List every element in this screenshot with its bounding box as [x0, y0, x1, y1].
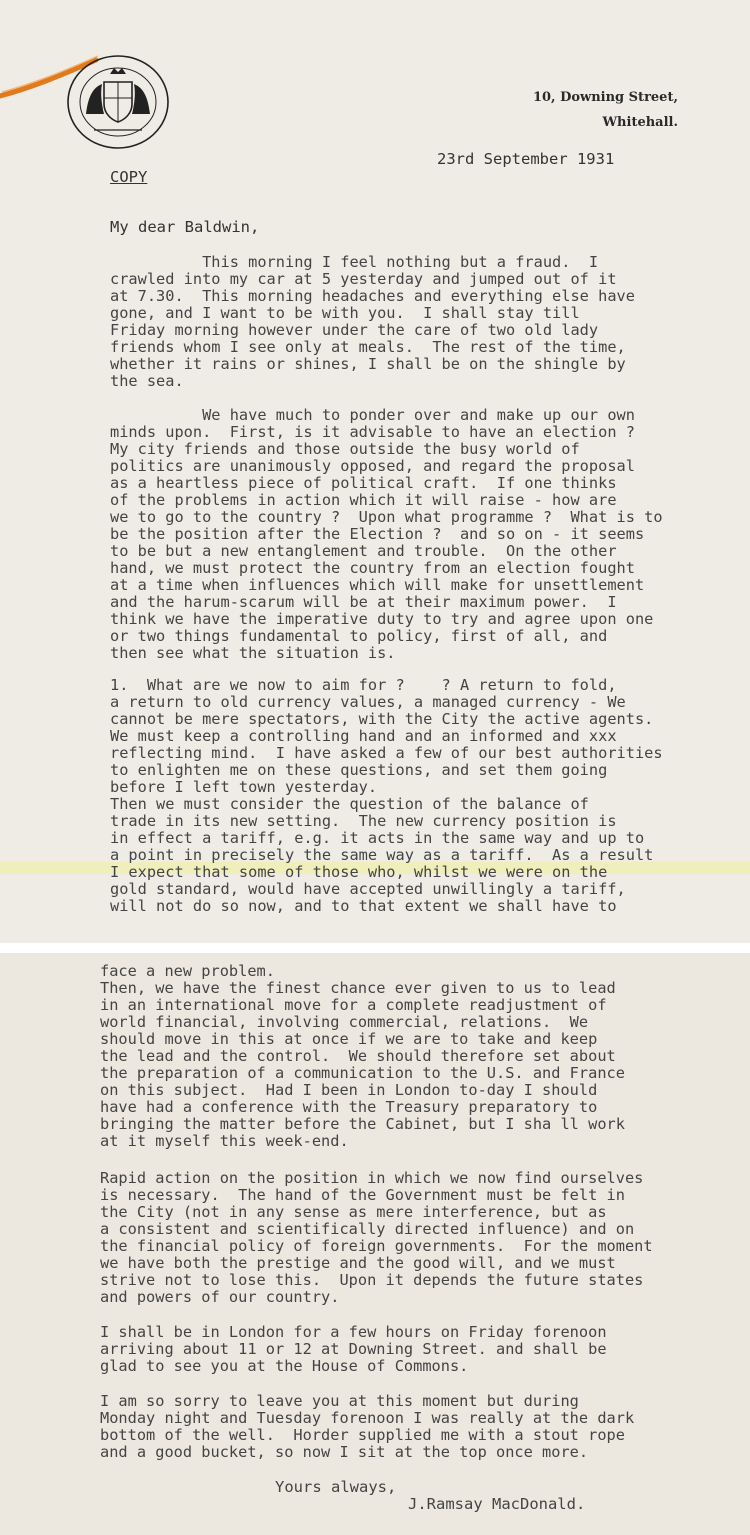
letterhead-address-line-1: 10, Downing Street, [532, 90, 678, 105]
paragraph-6: I shall be in London for a few hours on Friday forenoon arriving about 11 or 12 at Downing Street. and shall be glad to see you at the House of Commons. [100, 1323, 607, 1375]
letter-date: 23rd September 1931 [437, 150, 615, 168]
paragraph-7: I am so sorry to leave you at this moment but during Monday night and Tuesday forenoon I was really at the dark bottom of the well. Horder supplied me with a stout rope and a good bucket, so now I sit at the top once more. [100, 1392, 635, 1461]
paragraph-1: This morning I feel nothing but a fraud. I crawled into my car at 5 yesterday and jumped out of it at 7.30. This morning headaches and everything else have gone, and I want to be with you. I shall stay till Friday morning however under the care of two old lady friends whom I see only at meals. The rest of the time, whether it rains or shines, I shall be on the shingle by the sea. [110, 253, 635, 390]
paragraph-4: face a new problem. Then, we have the finest chance ever given to us to lead in an international move for a complete readjustment of world financial, involving commercial, relations. We should move in this at once if we are to take and keep the lead and the control. We should therefore set about the preparation of a communication to the U.S. and France on this subject. Had I been in London to-day I should have had a conference with the Treasury preparatory to bringing the matter before the Cabinet, but I sha ll work at it myself this week-end. [100, 962, 625, 1150]
salutation: My dear Baldwin, [110, 218, 260, 236]
signature: J.Ramsay MacDonald. [408, 1495, 586, 1513]
paragraph-5: Rapid action on the position in which we now find ourselves is necessary. The hand of the Government must be felt in the City (not in any sense as mere interference, but as a consistent and scientifically directed influence) and on the financial policy of foreign governments. For the moment we have both the prestige and the good will, and we must strive not to lose this. Upon it depends the future states and powers of our country. [100, 1169, 653, 1306]
copy-label: COPY [110, 168, 148, 186]
royal-coat-of-arms-seal [64, 52, 172, 152]
paragraph-2: We have much to ponder over and make up our own minds upon. First, is it advisable to have an election ? My city friends and those outside the busy world of politics are unanimously opposed, and regard the proposal as a heartless piece of political craft. If one thinks of the problems in action which it will raise - how are we to go to the country ? Upon what programme ? What is to be the position after the Election ? and so on - it seems to be but a new entanglement and trouble. On the other hand, we must protect the country from an election fought at a time when influences which will make for unsettlement and the harum-scarum will be at their maximum power. I think we have the imperative duty to try and agree upon one or two things fundamental to policy, first of all, and then see what the situation is. [110, 406, 663, 662]
closing: Yours always, [275, 1478, 397, 1496]
letterhead-address-line-2: Whitehall. [602, 115, 678, 130]
paragraph-3: 1. What are we now to aim for ? ? A return to fold, a return to old currency values, a managed currency - We cannot be mere spectators, with the City the active agents. We must keep a controlling hand and an informed and xxx reflecting mind. I have asked a few of our best authorities to enlighten me on these questions, and set them going before I left town yesterday. Then we must consider the question of the balance of trade in its new setting. The new currency position is in effect a tariff, e.g. it acts in the same way and up to a point in precisely the same way as a tariff. As a result I expect that some of those who, whilst we were on the gold standard, would have accepted unwillingly a tariff, will not do so now, and to that extent we shall have to [110, 676, 663, 915]
